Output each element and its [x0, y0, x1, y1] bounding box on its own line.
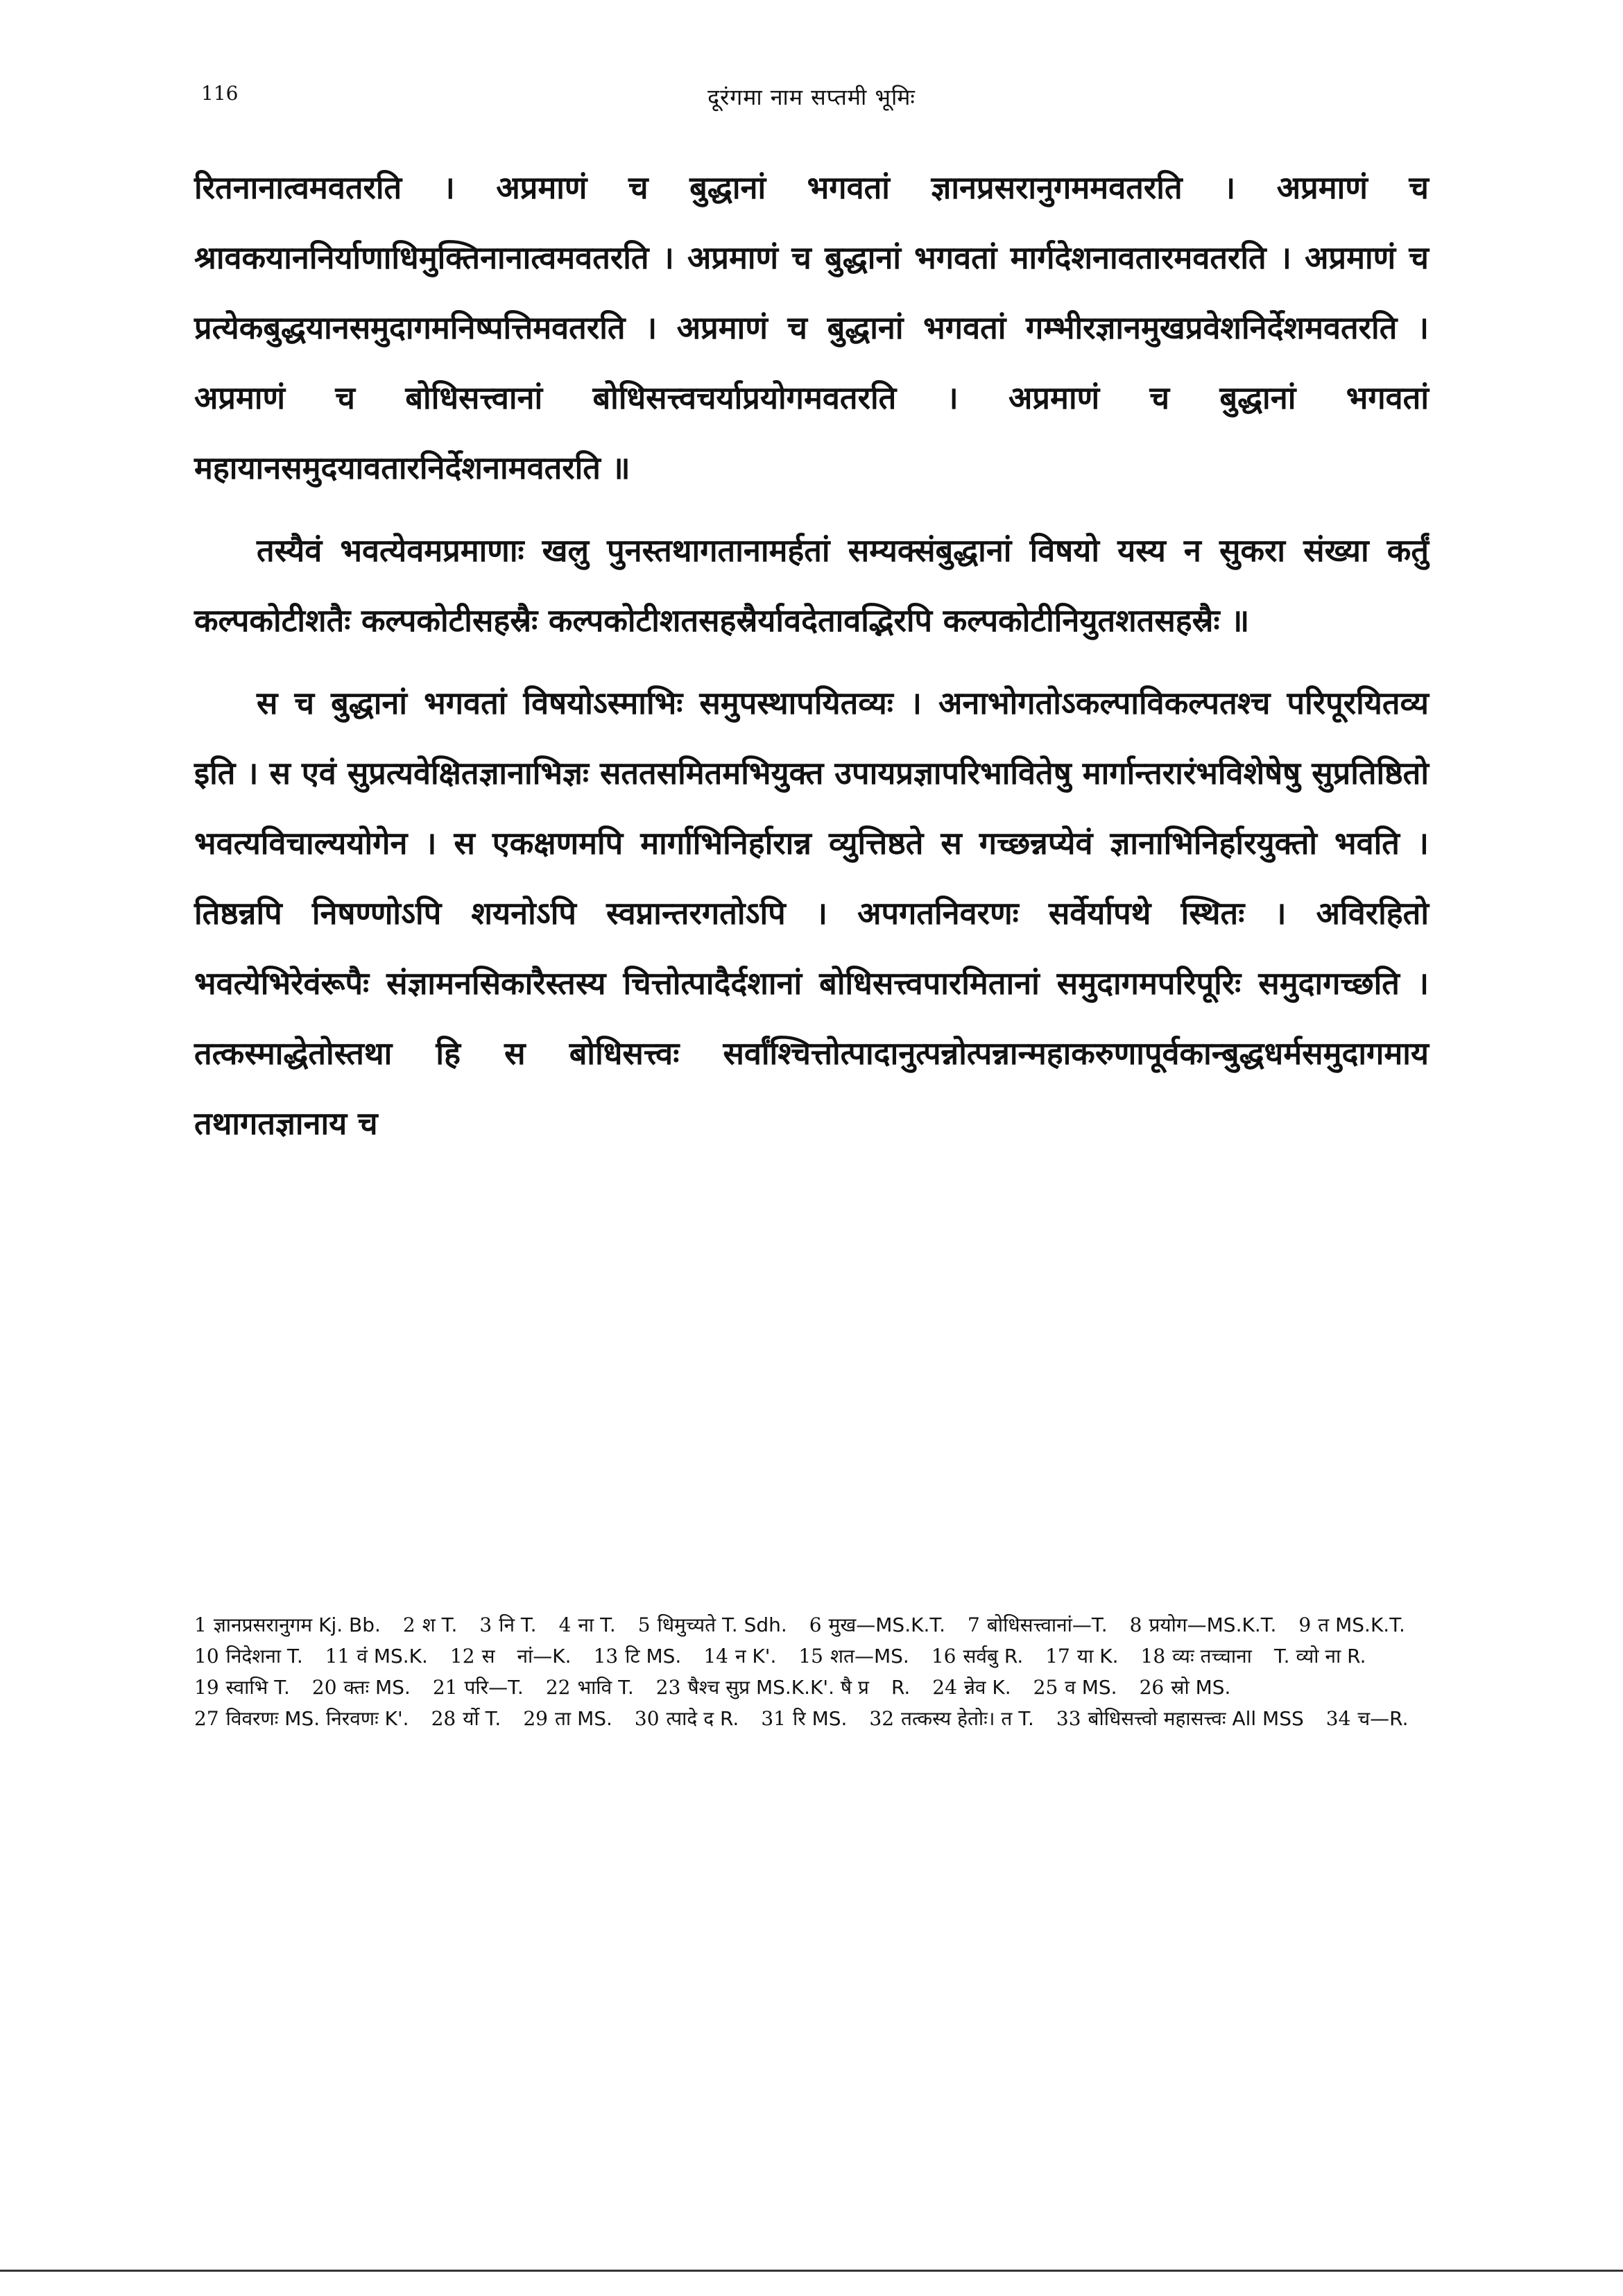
footnote [546, 1672, 634, 1703]
footnote-number: 32 [869, 1707, 895, 1730]
footnote-text: ज्ञानप्रसरानुगम Kj. Bb. [213, 1613, 381, 1636]
footnote-text: र्यो T. [463, 1707, 501, 1730]
paragraph: तस्यैवं भवत्येवमप्रमाणाः खलु पुनस्तथागतानामर्हतां सम्यक्संबुद्धानां विषयो यस्य न सुकरा संख्या कर्तुं कल्पकोटीशतैः कल्पकोटीसहस्रैः कल्पकोटीशतसहस्रैर्यावदेतावद्भिरपि कल्पकोटीनियुतशतसहस्रैः ॥ [194, 532, 1429, 639]
paragraph: रितनानात्वमवतरति । अप्रमाणं च बुद्धानां भगवतां ज्ञानप्रसरानुगममवतरति । अप्रमाणं च श्रावकयाननिर्याणाधिमुक्तिनानात्वमवतरति । अप्रमाणं च बुद्धानां भगवतां मार्गदेशनावतारमवतरति । अप्रमाणं च प्रत्येकबुद्धयानसमुदागमनिष्पत्तिमवतरति । अप्रमाणं च बुद्धानां भगवतां गम्भीरज्ञानमुखप्रवेशनिर्देशमवतरति । अप्रमाणं च बोधिसत्त्वानां बोधिसत्त्वचर्याप्रयोगमवतरति । अप्रमाणं च बुद्धानां भगवतां महायानसमुदयावतारनिर्देशनामवतरति ॥ [194, 169, 1429, 486]
footnote-text: ता MS. [554, 1707, 612, 1730]
footnote [1298, 1609, 1405, 1640]
footnote-number: 29 [523, 1707, 548, 1730]
footnote-number: 18 [1140, 1645, 1166, 1668]
footnote-number: 28 [431, 1707, 456, 1730]
footnote [656, 1672, 869, 1703]
footnote [798, 1640, 909, 1672]
footnote-text: स्रो MS. [1171, 1676, 1231, 1699]
footnote-number: 9 [1298, 1613, 1312, 1636]
footnote-number: 20 [311, 1676, 337, 1699]
footnote [194, 1640, 303, 1672]
footnote-text: निदेशना T. [225, 1645, 303, 1668]
footnote [932, 1672, 1011, 1703]
footnote-number: 12 [449, 1645, 475, 1668]
footnote-number: 31 [761, 1707, 786, 1730]
page-number: 116 [201, 82, 239, 105]
footnote [1130, 1609, 1277, 1640]
footnote-number: 27 [194, 1707, 219, 1730]
footnote-number: 21 [432, 1676, 458, 1699]
footnote [559, 1609, 616, 1640]
footnote [968, 1609, 1108, 1640]
footnote [931, 1640, 1023, 1672]
footnote [869, 1703, 1034, 1734]
footnote [325, 1640, 428, 1672]
footnote-number: 30 [634, 1707, 660, 1730]
footnote [1056, 1703, 1304, 1734]
footnote-text: षैश्च सुप्र MS.K.K'. षै प्र [687, 1676, 869, 1699]
footnote-text: नि T. [499, 1613, 537, 1636]
footnote-text: सर्वबु R. [963, 1645, 1024, 1668]
footnote [1140, 1672, 1231, 1703]
footnote [403, 1609, 457, 1640]
footnote-text: टि MS. [625, 1645, 682, 1668]
footnote [479, 1609, 536, 1640]
footnote [1033, 1672, 1117, 1703]
footnote-text: बोधिसत्त्वानां—T. [986, 1613, 1108, 1636]
footnote [1274, 1640, 1366, 1672]
main-text [194, 153, 1429, 1158]
running-title: दूरंगमा नाम सप्तमी भूमिः [707, 84, 916, 110]
footnote [433, 1672, 524, 1703]
footnote-number: 19 [194, 1676, 219, 1699]
footnote-number: 2 [402, 1613, 415, 1636]
footnote-text: बोधिसत्त्वो महासत्त्वः All MSS [1088, 1707, 1304, 1730]
footnote-text: विवरणः MS. निरवणः K'. [225, 1707, 409, 1730]
footnote-text: शत—MS. [830, 1645, 909, 1668]
footnote-text: स [481, 1645, 495, 1668]
footnote [1045, 1640, 1118, 1672]
footnote-number: 6 [809, 1613, 822, 1636]
footnote [194, 1703, 409, 1734]
footnote-number: 5 [637, 1613, 651, 1636]
footnote-text: वं MS.K. [357, 1645, 428, 1668]
footnote-text: ना T. [578, 1613, 616, 1636]
footnote [517, 1640, 572, 1672]
footnote-number: 14 [703, 1645, 728, 1668]
footnote [1141, 1640, 1252, 1672]
footnote-text: मुख—MS.K.T. [828, 1613, 946, 1636]
footnote-number: 16 [931, 1645, 956, 1668]
footnote-text: न K'. [735, 1645, 777, 1668]
footnote [761, 1703, 847, 1734]
footnote-text: रि MS. [792, 1707, 848, 1730]
footnote-number: 25 [1033, 1676, 1058, 1699]
footnote-text: त्पादे द R. [666, 1707, 739, 1730]
footnote-text: भावि T. [577, 1676, 634, 1699]
footnote [891, 1672, 910, 1703]
footnotes [194, 1609, 1429, 1734]
bottom-rule [0, 2270, 1623, 2272]
footnote-number: 3 [479, 1613, 492, 1636]
footnote-text: व्यः तच्चाना [1172, 1645, 1252, 1668]
footnote-text: T. व्यो ना R. [1273, 1645, 1366, 1668]
footnote-number: 1 [194, 1613, 207, 1636]
footnote [431, 1703, 501, 1734]
footnote-text: श T. [422, 1613, 458, 1636]
footnote-text: न्नेव K. [963, 1676, 1011, 1699]
footnote-text: परि—T. [464, 1676, 524, 1699]
footnote-number: 11 [325, 1645, 350, 1668]
footnote [638, 1609, 787, 1640]
footnote-number: 24 [932, 1676, 957, 1699]
footnote-number: 33 [1056, 1707, 1081, 1730]
footnote-text: या K. [1076, 1645, 1119, 1668]
footnote [450, 1640, 495, 1672]
footnote-number: 8 [1129, 1613, 1142, 1636]
footnote-text: प्रयोग—MS.K.T. [1149, 1613, 1277, 1636]
footnote [703, 1640, 776, 1672]
footnote-text: नां—K. [517, 1645, 572, 1668]
footnote [809, 1609, 945, 1640]
footnote-number: 10 [194, 1645, 219, 1668]
page-header [201, 82, 1422, 123]
footnote [312, 1672, 411, 1703]
footnote-number: 15 [798, 1645, 823, 1668]
footnote-number: 4 [558, 1613, 572, 1636]
footnote-number: 34 [1325, 1707, 1351, 1730]
footnote-text: त MS.K.T. [1318, 1613, 1405, 1636]
footnote [635, 1703, 739, 1734]
footnote-number: 7 [968, 1613, 980, 1636]
footnote [194, 1672, 290, 1703]
footnote-number: 13 [593, 1645, 619, 1668]
footnote [523, 1703, 612, 1734]
footnote-text: तत्कस्य हेतोः। त T. [901, 1707, 1034, 1730]
footnote [1326, 1703, 1409, 1734]
footnote-text: स्वाभि T. [225, 1676, 290, 1699]
footnote-text: धिमुच्यते T. Sdh. [657, 1613, 787, 1636]
footnote-number: 22 [545, 1676, 571, 1699]
footnote [194, 1609, 381, 1640]
footnote-text: च—R. [1357, 1707, 1409, 1730]
footnote [594, 1640, 682, 1672]
footnote-text: व MS. [1065, 1676, 1117, 1699]
footnote-number: 17 [1045, 1645, 1070, 1668]
footnote-number: 23 [655, 1676, 681, 1699]
footnote-number: 26 [1139, 1676, 1165, 1699]
paragraph: स च बुद्धानां भगवतां विषयोऽस्माभिः समुपस्थापयितव्यः । अनाभोगतोऽकल्पाविकल्पतश्च परिपूरयितव्य इति । स एवं सुप्रत्यवेक्षितज्ञानाभिज्ञः सततसमितमभियुक्त उपायप्रज्ञापरिभावितेषु मार्गान्तरारंभविशेषेषु सुप्रतिष्ठितो भवत्यविचाल्ययोगेन । स एकक्षणमपि मार्गाभिनिर्हारान्न व्युत्तिष्ठते स गच्छन्नप्येवं ज्ञानाभिनिर्हारयुक्तो भवति । तिष्ठन्नपि निषण्णोऽपि शयनोऽपि स्वप्नान्तरगतोऽपि । अपगतनिवरणः सर्वेर्यापथे स्थितः । अविरहितो भवत्येभिरेवंरूपैः संज्ञामनसिकारैस्तस्य चित्तोत्पादैर्दशानां बोधिसत्त्वपारमितानां समुदागमपरिपूरिः समुदागच्छति । तत्कस्माद्धेतोस्तथा हि स बोधिसत्त्वः सर्वांश्चित्तोत्पादानुत्पन्नोत्पन्नान्महाकरुणापूर्वकान्बुद्धधर्मसमुदागमाय तथागतज्ञानाय च [194, 685, 1429, 1142]
footnote-text: क्तः MS. [343, 1676, 411, 1699]
footnote-text: R. [891, 1676, 911, 1699]
